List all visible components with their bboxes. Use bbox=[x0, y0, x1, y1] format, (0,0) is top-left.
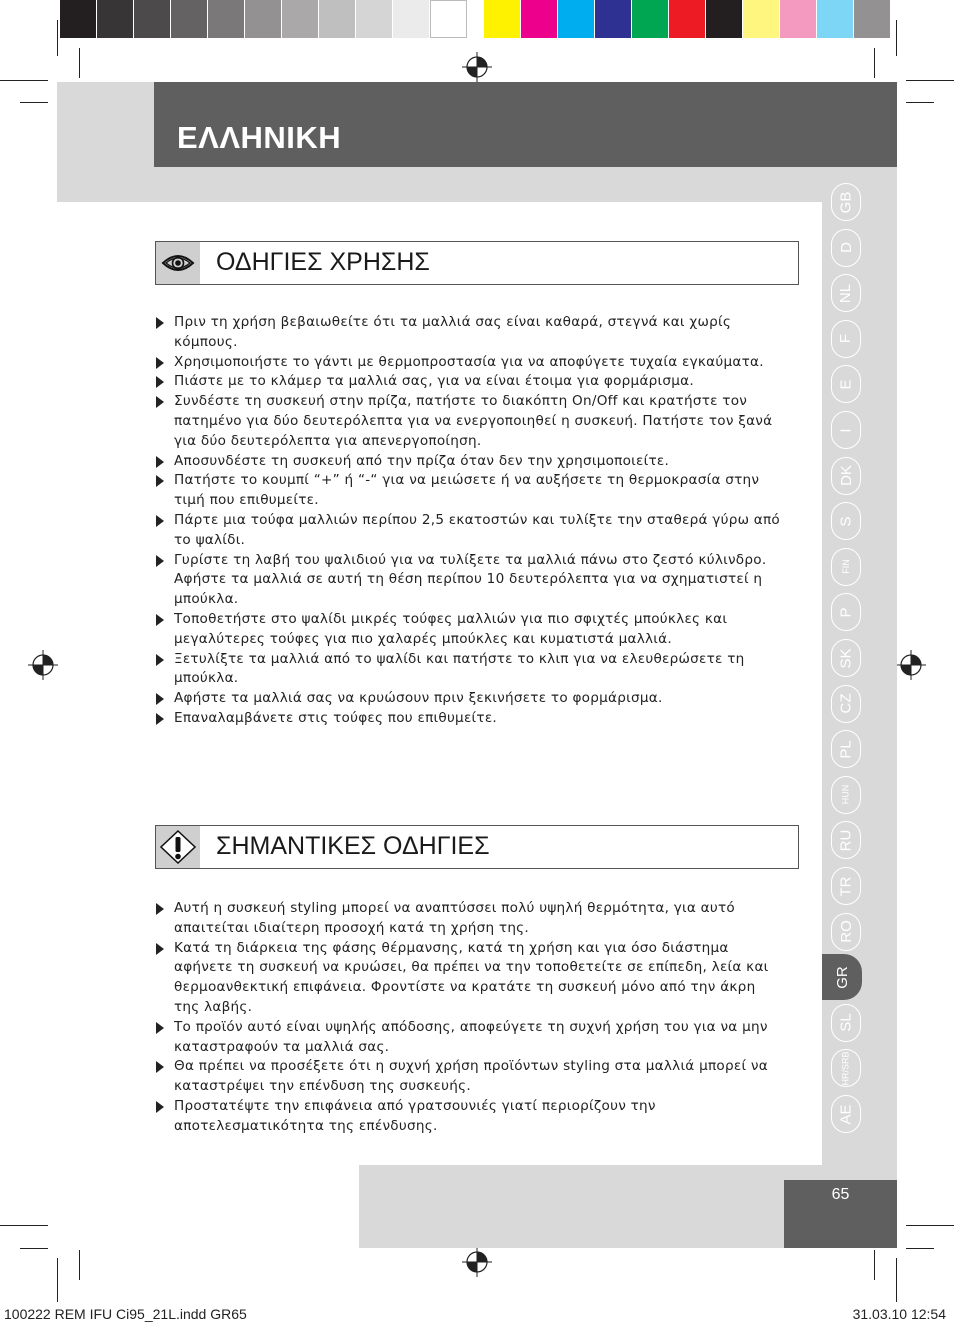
color-swatch bbox=[282, 0, 319, 38]
language-tab-ae[interactable] bbox=[831, 1095, 861, 1133]
language-tab-hun[interactable] bbox=[831, 776, 861, 814]
page-title: ΕΛΛΗΝΙΚΗ bbox=[177, 120, 342, 155]
important-instructions-list bbox=[155, 899, 785, 1137]
bullet-arrow-icon bbox=[156, 396, 164, 408]
list-item bbox=[155, 939, 785, 1018]
crop-mark bbox=[79, 48, 80, 78]
language-tab-label: HR/SRB bbox=[840, 1051, 851, 1086]
language-tab-label: HUN bbox=[840, 785, 851, 805]
language-tab-f[interactable] bbox=[831, 320, 861, 358]
crop-mark bbox=[906, 1225, 954, 1226]
color-swatch bbox=[171, 0, 208, 38]
bullet-arrow-icon bbox=[156, 376, 164, 388]
list-item-text: Πριν τη χρήση βεβαιωθείτε ότι τα μαλλιά σας είναι καθαρά, στεγνά και χωρίς κόμπους. bbox=[174, 314, 732, 350]
crop-mark bbox=[0, 80, 48, 81]
language-tab-sk[interactable] bbox=[831, 639, 861, 677]
registration-mark-icon bbox=[28, 650, 58, 680]
language-tab-sl[interactable] bbox=[831, 1004, 861, 1042]
language-tab-nl[interactable] bbox=[831, 274, 861, 312]
color-calibration-bar bbox=[484, 0, 891, 38]
section-title: ΟΔΗΓΙΕΣ ΧΡΗΣΗΣ bbox=[216, 248, 430, 276]
color-swatch bbox=[356, 0, 393, 38]
crop-mark bbox=[20, 102, 48, 103]
list-item bbox=[155, 650, 785, 690]
crop-mark bbox=[0, 1225, 48, 1226]
page-number: 65 bbox=[831, 1186, 850, 1203]
crop-mark bbox=[896, 20, 897, 56]
bullet-arrow-icon bbox=[156, 515, 164, 527]
list-item-text: Αυτή η συσκευή styling μπορεί να αναπτύσσει πολύ υψηλή θερμότητα, για αυτό απαιτείται ιδιαίτερη προσοχή κατά τη χρήση της. bbox=[174, 900, 735, 936]
crop-mark bbox=[906, 102, 934, 103]
color-swatch bbox=[60, 0, 97, 38]
eye-icon bbox=[156, 242, 200, 284]
language-tab-dk[interactable] bbox=[831, 457, 861, 495]
grayscale-calibration-bar bbox=[60, 0, 467, 38]
language-tab-label: SL bbox=[837, 1013, 855, 1032]
list-item bbox=[155, 313, 785, 353]
language-tab-label: DK bbox=[837, 465, 855, 487]
warning-icon bbox=[156, 826, 200, 868]
color-swatch bbox=[97, 0, 134, 38]
color-swatch bbox=[430, 0, 467, 38]
language-tab-gr[interactable] bbox=[822, 954, 862, 1000]
language-tab-label: AE bbox=[837, 1103, 855, 1125]
list-item bbox=[155, 709, 785, 729]
bullet-arrow-icon bbox=[156, 693, 164, 705]
language-tab-tr[interactable] bbox=[831, 867, 861, 905]
language-tab-label: I bbox=[837, 427, 855, 433]
language-tab-pl[interactable] bbox=[831, 730, 861, 768]
language-tab-label: D bbox=[837, 242, 855, 254]
language-tab-i[interactable] bbox=[831, 411, 861, 449]
language-tab-label: PL bbox=[837, 740, 855, 759]
list-item-text: Αφήστε τα μαλλιά σας να κρυώσουν πριν ξεκινήσετε το φορμάρισμα. bbox=[174, 690, 663, 707]
list-item bbox=[155, 1057, 785, 1097]
list-item bbox=[155, 471, 785, 511]
color-swatch bbox=[208, 0, 245, 38]
color-swatch bbox=[134, 0, 171, 38]
list-item-text: Πιάστε με το κλάμερ τα μαλλιά σας, για να είναι έτοιμα για φορμάρισμα. bbox=[174, 373, 694, 390]
language-tab-cz[interactable] bbox=[831, 685, 861, 723]
crop-mark bbox=[874, 1250, 875, 1280]
language-tab-label: P bbox=[837, 607, 855, 618]
language-tab-label: FIN bbox=[840, 559, 851, 575]
color-swatch bbox=[393, 0, 430, 38]
crop-mark bbox=[896, 1258, 897, 1302]
list-item bbox=[155, 551, 785, 610]
list-item-text: Πατήστε το κουμπί “+” ή “-“ για να μειώσετε ή να αυξήσετε τη θερμοκρασία στην τιμή που επιθυμείτε. bbox=[174, 472, 760, 509]
color-swatch bbox=[817, 0, 854, 38]
crop-mark bbox=[906, 1248, 934, 1249]
list-item-text: Θα πρέπει να προσέξετε ότι η συχνή χρήση προϊόντων styling στα μαλλιά μπορεί να καταστρέψει την επένδυση της συσκευής. bbox=[174, 1058, 768, 1095]
list-item-text: Χρησιμοποιήστε το γάντι με θερμοπροστασία για να αποφύγετε τυχαία εγκαύματα. bbox=[174, 353, 764, 370]
language-tab-s[interactable] bbox=[831, 502, 861, 540]
list-item bbox=[155, 392, 785, 451]
language-tab-label: GR bbox=[833, 965, 851, 989]
bullet-arrow-icon bbox=[156, 713, 164, 725]
footer-file-info: 100222 REM IFU Ci95_21L.indd GR65 bbox=[4, 1306, 247, 1322]
language-tab-label: RU bbox=[837, 829, 855, 852]
list-item-text: Το προϊόν αυτό είναι υψηλής απόδοσης, αποφεύγετε τη συχνή χρήση του για να μην καταστραφούν τα μαλλιά σας. bbox=[174, 1018, 768, 1055]
registration-mark-icon bbox=[462, 1247, 492, 1277]
list-item-text: Κατά τη διάρκεια της φάσης θέρμανσης, κατά τη χρήση και για όσο διάστημα αφήνετε τη συσκευή να κρυώσει, θα πρέπει να την τοποθετείτε σε επίπεδη, λεία και θερμοανθεκτική επιφάνεια. Φροντίστε να κρατάτε τη συσκευή μόνο από την άκρη της λαβής. bbox=[174, 939, 769, 1015]
footer-date: 31.03.10 12:54 bbox=[852, 1306, 946, 1322]
language-tab-p[interactable] bbox=[831, 593, 861, 631]
list-item bbox=[155, 452, 785, 472]
color-swatch bbox=[669, 0, 706, 38]
language-tab-label: CZ bbox=[837, 693, 855, 714]
list-item bbox=[155, 511, 785, 551]
color-swatch bbox=[632, 0, 669, 38]
language-tab-label: GB bbox=[837, 191, 855, 213]
bullet-arrow-icon bbox=[156, 903, 164, 915]
language-tab-label: S bbox=[837, 516, 855, 527]
language-tab-label: NL bbox=[837, 283, 855, 303]
list-item bbox=[155, 610, 785, 650]
section-title: ΣΗΜΑΝΤΙΚΕΣ ΟΔΗΓΙΕΣ bbox=[216, 832, 490, 860]
language-tab-gb[interactable] bbox=[831, 183, 861, 221]
language-tab-label: E bbox=[837, 379, 855, 390]
language-tab-label: RO bbox=[837, 920, 855, 943]
bullet-arrow-icon bbox=[156, 1101, 164, 1113]
language-tab-ro[interactable] bbox=[831, 913, 861, 951]
color-swatch bbox=[595, 0, 632, 38]
bullet-arrow-icon bbox=[156, 943, 164, 955]
color-swatch bbox=[245, 0, 282, 38]
list-item-text: Προστατέψτε την επιφάνεια από γρατσουνιές γιατί περιορίζουν την αποτελεσματικότητα της επένδυσης. bbox=[174, 1097, 656, 1134]
color-swatch bbox=[743, 0, 780, 38]
crop-mark bbox=[57, 1258, 58, 1302]
list-item-text: Επαναλαμβάνετε στις τούφες που επιθυμείτε. bbox=[174, 709, 498, 726]
list-item bbox=[155, 1018, 785, 1058]
usage-instructions-list bbox=[155, 313, 785, 729]
list-item bbox=[155, 353, 785, 373]
list-item-text: Γυρίστε τη λαβή του ψαλιδιού για να τυλίξετε τα μαλλιά πάνω στο ζεστό κύλινδρο. Αφήστε τα μαλλιά σε αυτή τη θέση περίπου 10 δευτερόλεπτα για να σχηματιστεί η μπούκλα. bbox=[174, 551, 767, 608]
color-swatch bbox=[484, 0, 521, 38]
registration-mark-icon bbox=[462, 52, 492, 82]
list-item-text: Πάρτε μια τούφα μαλλιών περίπου 2,5 εκατοστών και τυλίξτε την σταθερά γύρω από το ψαλίδι. bbox=[174, 511, 780, 548]
language-tab-label: SK bbox=[837, 647, 855, 669]
bullet-arrow-icon bbox=[156, 456, 164, 468]
language-tab-fin[interactable] bbox=[831, 548, 861, 586]
crop-mark bbox=[79, 1250, 80, 1280]
bullet-arrow-icon bbox=[156, 654, 164, 666]
bullet-arrow-icon bbox=[156, 317, 164, 329]
bullet-arrow-icon bbox=[156, 1022, 164, 1034]
language-tab-label: F bbox=[837, 334, 855, 344]
list-item-text: Τοποθετήστε στο ψαλίδι μικρές τούφες μαλλιών για πιο σφιχτές μπούκλες και μεγαλύτερες τούφες για πιο χαλαρές μπούκλες και κυματιστά μαλλιά. bbox=[174, 610, 728, 647]
crop-mark bbox=[874, 48, 875, 78]
color-swatch bbox=[319, 0, 356, 38]
crop-mark bbox=[906, 80, 954, 81]
color-swatch bbox=[521, 0, 558, 38]
bullet-arrow-icon bbox=[156, 1061, 164, 1073]
registration-mark-icon bbox=[896, 650, 926, 680]
list-item bbox=[155, 689, 785, 709]
frame-panel bbox=[57, 167, 897, 202]
color-swatch bbox=[780, 0, 817, 38]
section-important-header bbox=[155, 825, 799, 869]
bullet-arrow-icon bbox=[156, 475, 164, 487]
color-swatch bbox=[854, 0, 891, 38]
color-swatch bbox=[706, 0, 743, 38]
crop-mark bbox=[57, 20, 58, 56]
crop-mark bbox=[20, 1248, 48, 1249]
bullet-arrow-icon bbox=[156, 555, 164, 567]
list-item bbox=[155, 1097, 785, 1137]
list-item-text: Ξετυλίξτε τα μαλλιά από το ψαλίδι και πατήστε το κλιπ για να ελευθερώσετε τη μπούκλα. bbox=[174, 650, 745, 687]
list-item bbox=[155, 899, 785, 939]
section-usage-header bbox=[155, 241, 799, 285]
bullet-arrow-icon bbox=[156, 614, 164, 626]
language-tab-hr-srb[interactable] bbox=[831, 1049, 861, 1087]
list-item-text: Συνδέστε τη συσκευή στην πρίζα, πατήστε το διακόπτη On/Off και κρατήστε τον πατημένο για δύο δευτερόλεπτα για να ενεργοποιηθεί η συσκευή. Πατήστε τον ξανά για δύο δευτερόλεπτα για απενεργοποίηση. bbox=[174, 393, 773, 449]
color-swatch bbox=[558, 0, 595, 38]
list-item-text: Αποσυνδέστε τη συσκευή από την πρίζα όταν δεν την χρησιμοποιείτε. bbox=[174, 452, 670, 469]
list-item bbox=[155, 372, 785, 392]
language-tab-ru[interactable] bbox=[831, 821, 861, 859]
language-tab-label: TR bbox=[837, 876, 855, 896]
bullet-arrow-icon bbox=[156, 357, 164, 369]
language-tab-e[interactable] bbox=[831, 365, 861, 403]
language-tab-d[interactable] bbox=[831, 229, 861, 267]
